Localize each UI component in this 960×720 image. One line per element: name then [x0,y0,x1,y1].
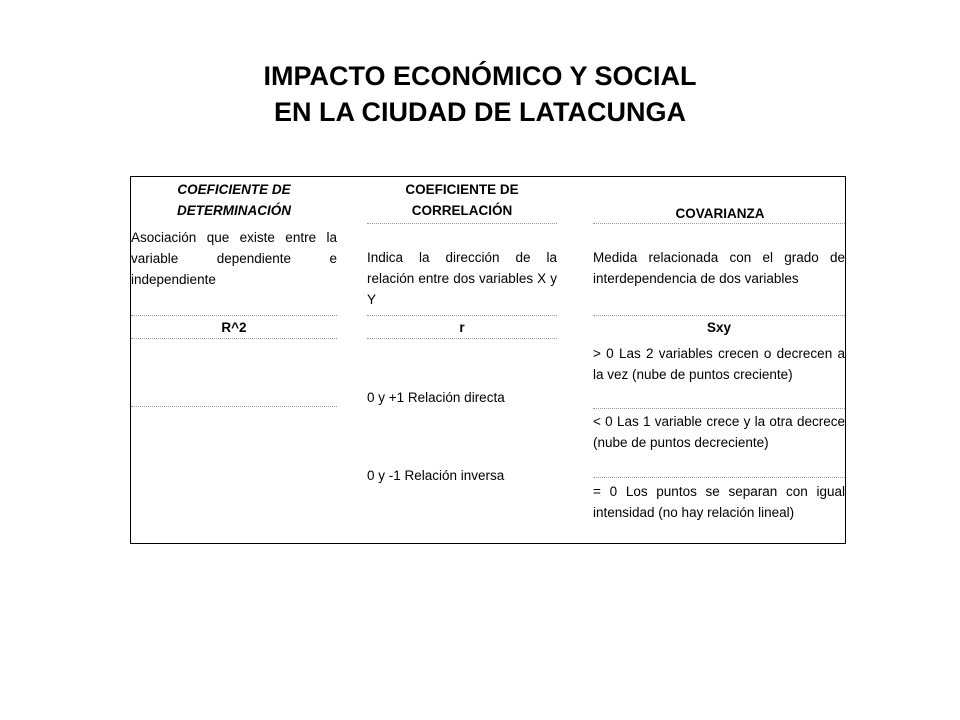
divider [131,315,337,316]
title-line-2: EN LA CIUDAD DE LATACUNGA [274,97,686,127]
divider [367,223,557,224]
divider [131,338,337,339]
page-title [0,58,960,130]
description-covarianza: Medida relacionada con el grado de interdependencia de dos variables [593,250,845,286]
description-determinacion: Asociación que existe entre la variable dependiente e independiente [131,230,337,287]
description-correlacion: Indica la dirección de la relación entre dos variables X y Y [367,250,557,307]
correlacion-value-inverse: 0 y -1 Relación inversa [367,468,505,483]
symbol-determinacion: R^2 [221,320,247,335]
comparison-table [130,176,846,544]
title-line-1: IMPACTO ECONÓMICO Y SOCIAL [263,61,697,91]
divider [131,406,337,407]
divider [367,315,557,316]
header-correlacion: COEFICIENTE DE CORRELACIÓN [405,182,519,218]
divider [593,477,845,478]
divider [593,315,845,316]
symbol-covarianza: Sxy [706,320,732,335]
correlacion-value-direct: 0 y +1 Relación directa [367,390,505,405]
symbol-correlacion: r [459,320,465,335]
divider [367,338,557,339]
header-determinacion: COEFICIENTE DE DETERMINACIÓN [177,182,291,218]
divider [593,408,845,409]
covarianza-value-negative: < 0 Las 1 variable crece y la otra decrece (nube de puntos decreciente) [593,414,845,450]
covarianza-value-positive: > 0 Las 2 variables crecen o decrecen a la vez (nube de puntos creciente) [593,346,845,382]
covarianza-value-zero: = 0 Los puntos se separan con igual intensidad (no hay relación lineal) [593,484,845,520]
header-covarianza: COVARIANZA [675,206,765,221]
divider [593,223,845,224]
